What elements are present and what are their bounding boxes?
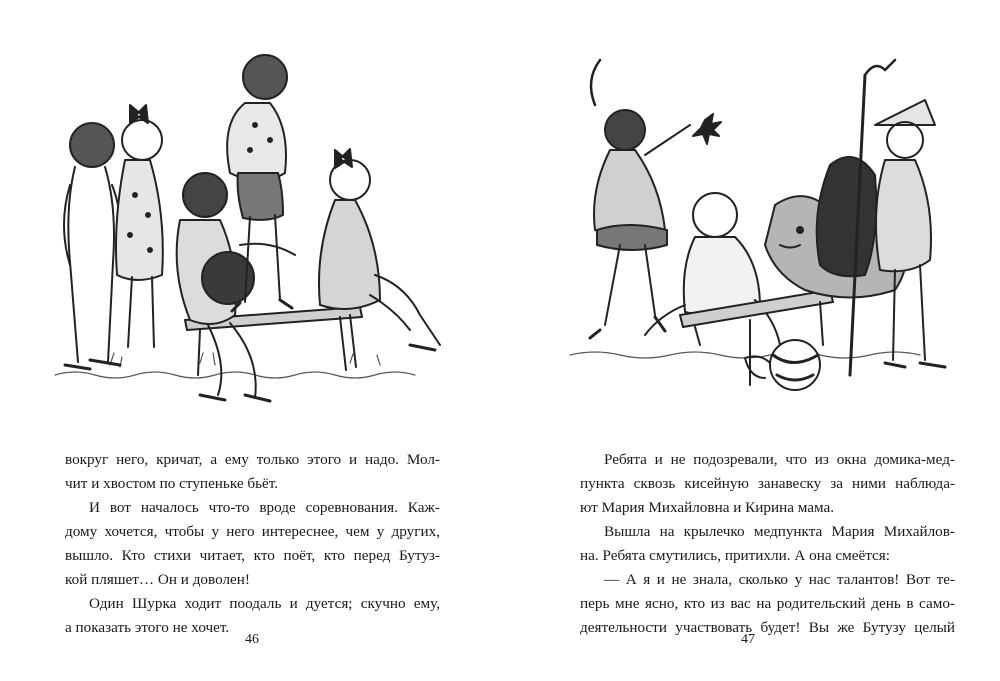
text-line: пункта сквозь кисейную занавеску за ними наблюда- <box>580 475 955 492</box>
text-line: Вышла на крылечко медпункта Мария Михайлов- <box>604 523 955 540</box>
text-line: дому хочется, чтобы у него интереснее, чем у других, <box>65 523 440 540</box>
left-page-text <box>65 448 440 640</box>
children-with-dog-drawing <box>565 45 960 395</box>
text-line: на. Ребята смутились, притихли. А она смеётся: <box>580 547 890 564</box>
text-line: деятельности участвовать будет! Вы же Бутузу целый <box>580 619 955 636</box>
text-line: кой пляшет… Он и доволен! <box>65 571 250 588</box>
right-page-text <box>580 448 955 640</box>
text-line: чит и хвостом по ступеньке бьёт. <box>65 475 279 492</box>
page-number: 47 <box>741 632 755 647</box>
text-line: Ребята и не подозревали, что из окна домика-мед- <box>604 451 955 468</box>
text-line: И вот началось что-то вроде соревнования. Каж- <box>89 499 440 516</box>
text-line: Один Шурка ходит поодаль и дуется; скучно ему, <box>89 595 440 612</box>
text-line: а показать этого не хочет. <box>65 619 230 636</box>
children-with-dog-illustration <box>565 45 960 395</box>
right-page <box>500 0 1000 681</box>
children-on-bench-illustration <box>50 45 445 410</box>
text-line: ют Мария Михайловна и Кирина мама. <box>580 499 835 516</box>
text-line: перь мне ясно, кто из вас на родительский день в само- <box>580 595 955 612</box>
text-line: — А я и не знала, сколько у нас талантов! Вот те- <box>604 571 955 588</box>
text-line: вышло. Кто стихи читает, кто поёт, кто перед Бутуз- <box>65 547 440 564</box>
children-on-bench-drawing <box>50 45 445 410</box>
text-line: вокруг него, кричат, а ему только этого и надо. Мол- <box>65 451 440 468</box>
page-number: 46 <box>245 632 259 647</box>
